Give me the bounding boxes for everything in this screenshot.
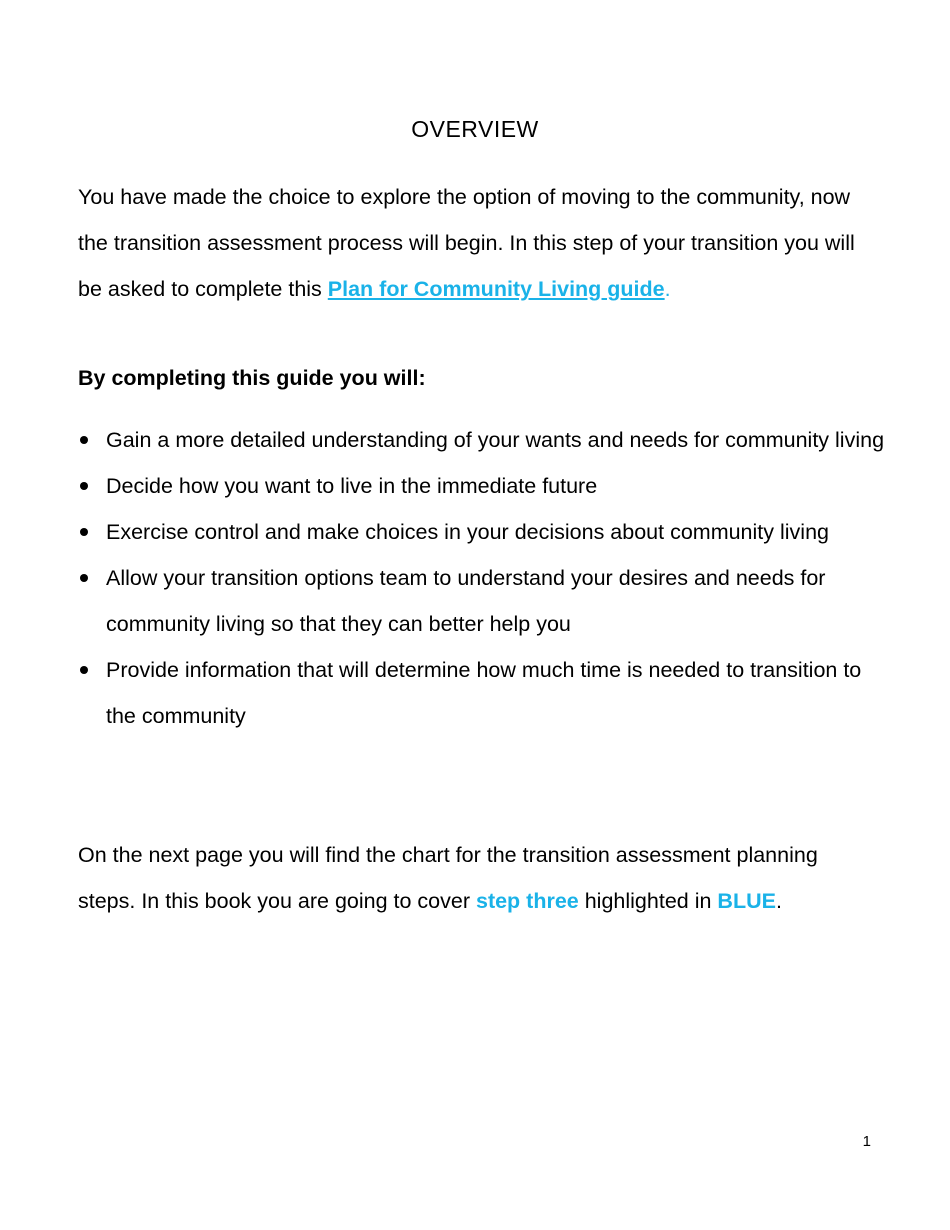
list-item-text: Allow your transition options team to understand your desires and needs for community living so that they can better help you — [106, 566, 826, 636]
plan-guide-link[interactable]: Plan for Community Living guide — [327, 277, 665, 301]
list-item — [78, 463, 888, 509]
outro-text: On the next page you will find the chart for the transition assessment planning steps. In this book you are going to cover — [78, 843, 818, 913]
bullet-icon — [80, 574, 88, 582]
intro-period: . — [664, 277, 671, 301]
blue-highlight: BLUE — [717, 889, 776, 913]
step-three-highlight: step three — [475, 889, 579, 913]
section-subheading: By completing this guide you will: — [78, 366, 426, 390]
list-item — [78, 509, 888, 555]
page-title: OVERVIEW — [411, 116, 539, 142]
benefits-list — [78, 417, 888, 739]
intro-paragraph — [78, 174, 878, 312]
bullet-icon — [80, 666, 88, 674]
bullet-icon — [80, 436, 88, 444]
outro-end-text: . — [775, 889, 782, 913]
bullet-icon — [80, 482, 88, 490]
list-item-text: Decide how you want to live in the immediate future — [106, 474, 598, 498]
outro-middle-text: highlighted in — [578, 889, 718, 913]
list-item-text: Exercise control and make choices in your decisions about community living — [106, 520, 829, 544]
outro-paragraph — [78, 832, 878, 924]
intro-text: You have made the choice to explore the option of moving to the community, now the transition assessment process will begin. In this step of your transition you will be asked to complete this — [78, 185, 855, 301]
list-item — [78, 417, 888, 463]
list-item-text: Gain a more detailed understanding of your wants and needs for community living — [106, 428, 885, 452]
bullet-icon — [80, 528, 88, 536]
list-item-text: Provide information that will determine how much time is needed to transition to the community — [106, 658, 862, 728]
list-item — [78, 555, 888, 647]
page-number: 1 — [862, 1133, 871, 1150]
list-item — [78, 647, 888, 739]
